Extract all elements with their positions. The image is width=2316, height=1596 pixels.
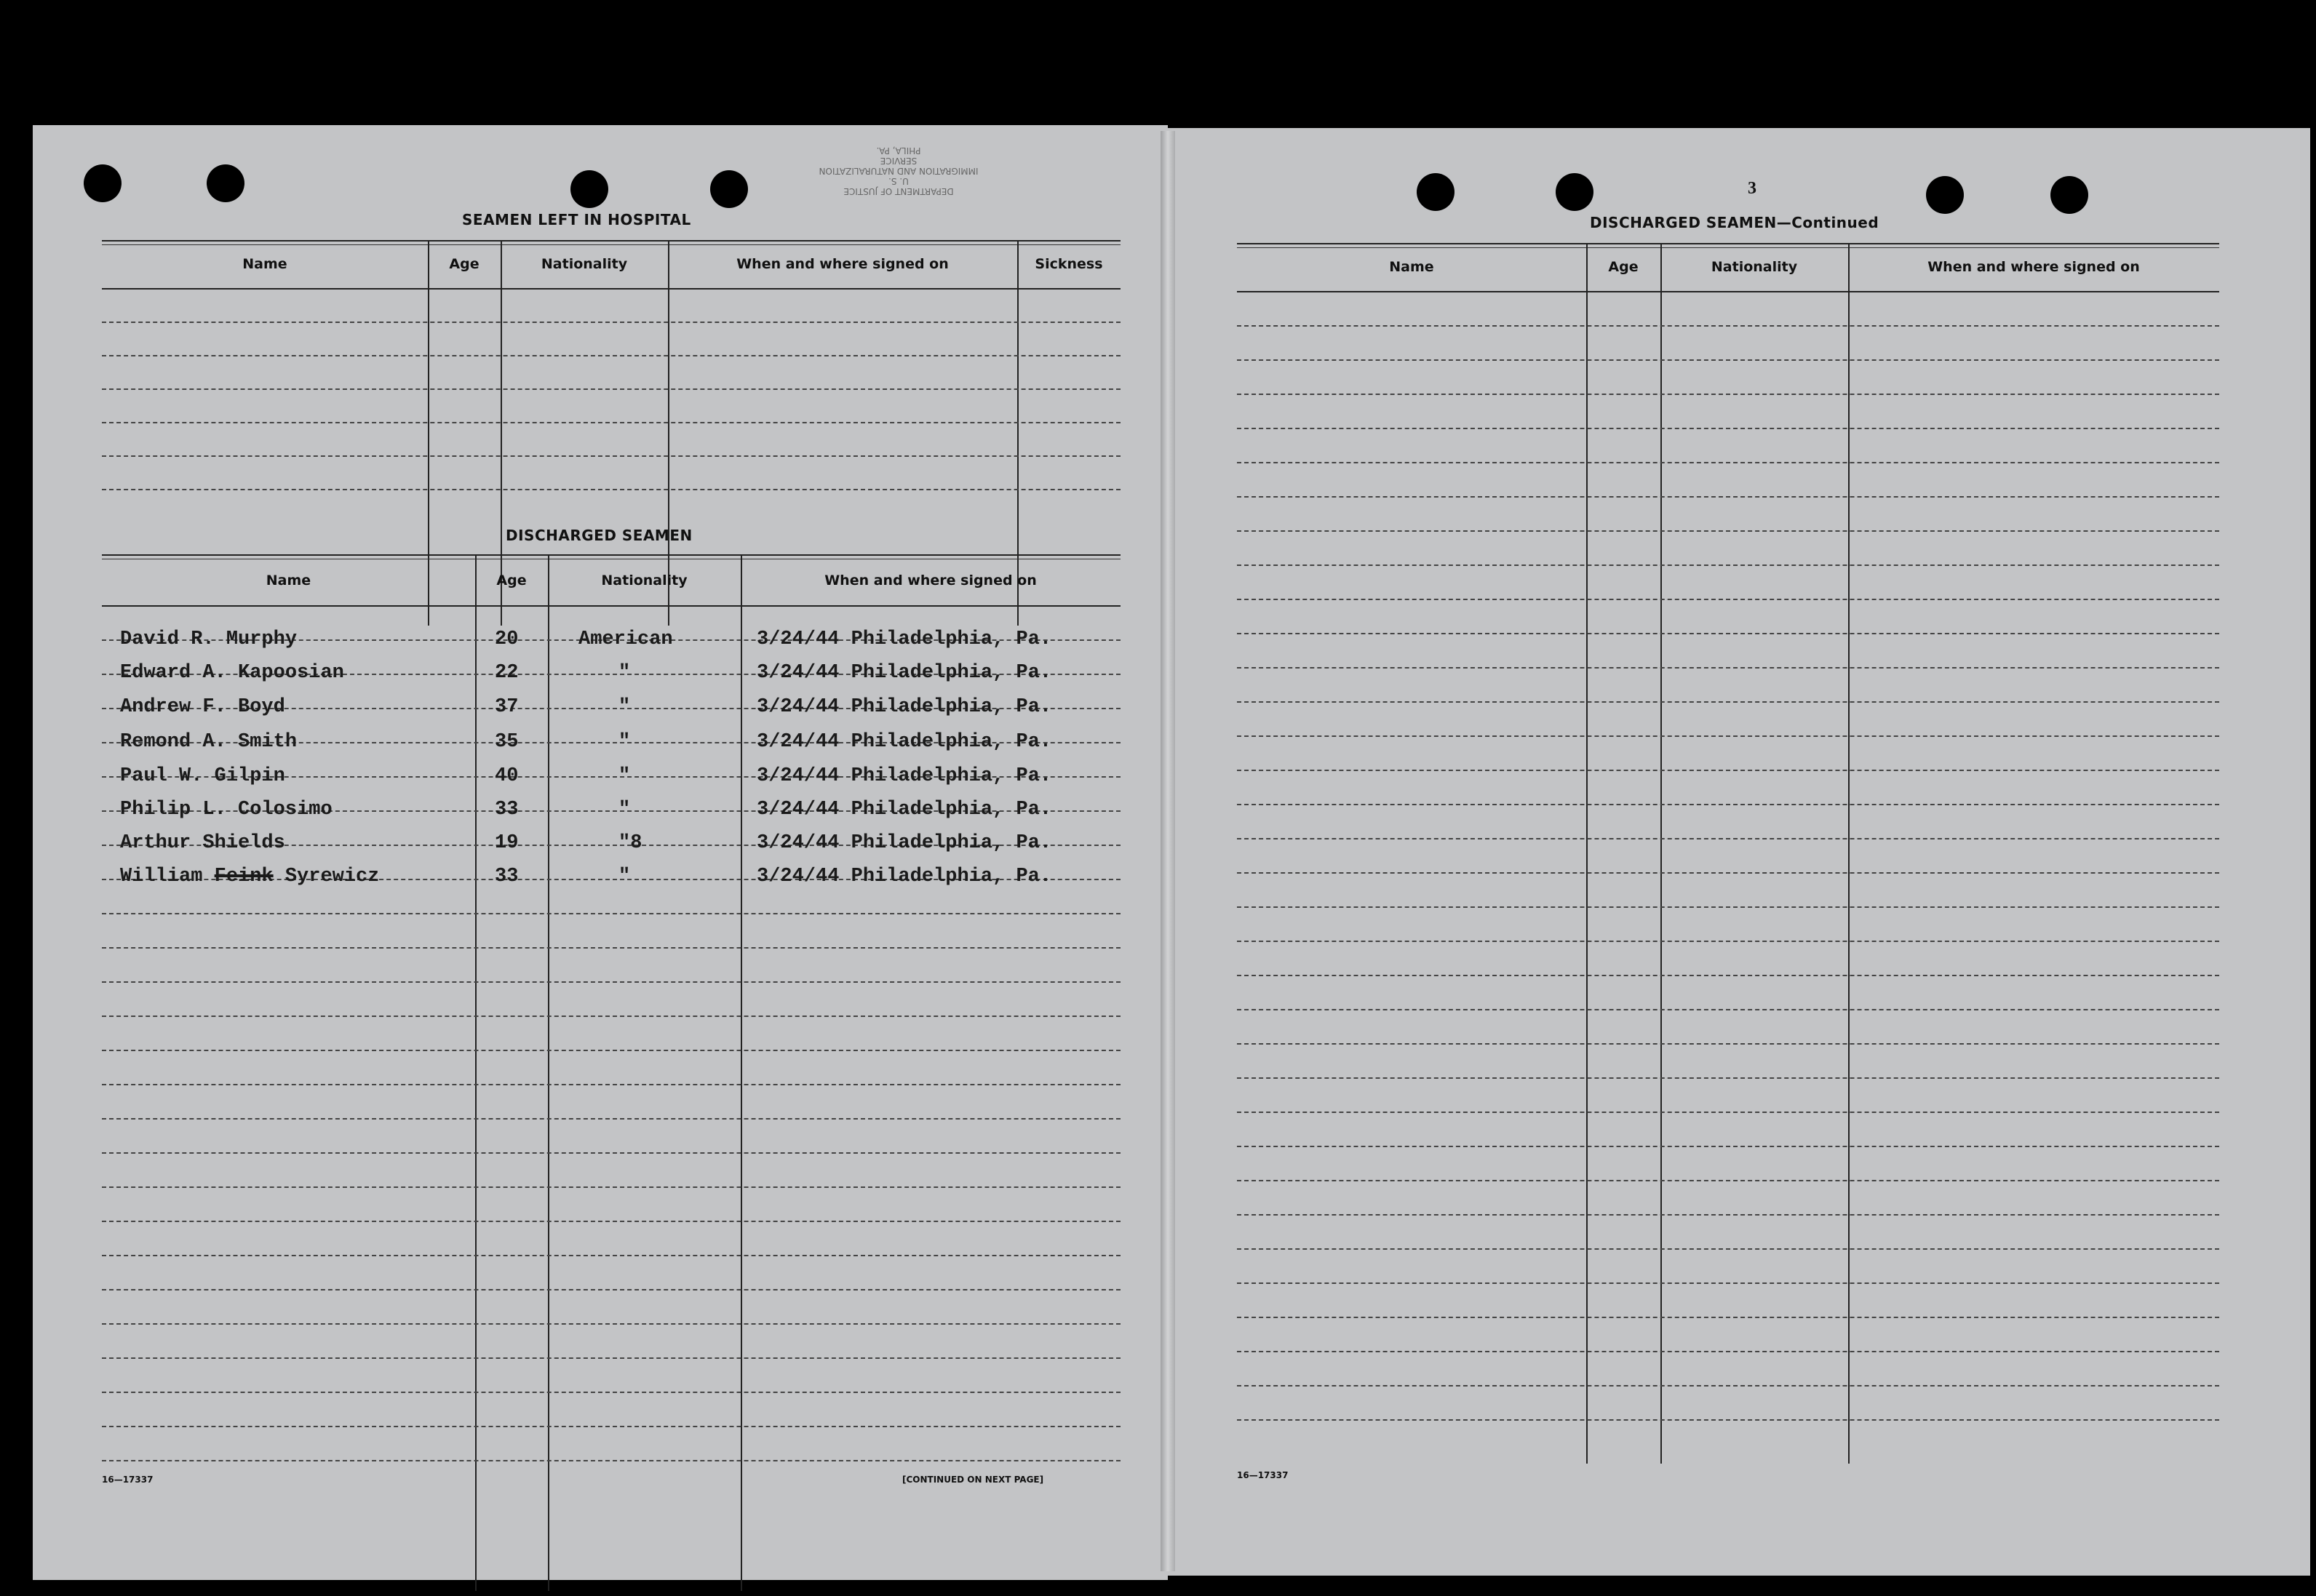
punch-hole xyxy=(1926,176,1964,214)
column-divider xyxy=(1660,243,1662,1464)
punch-hole xyxy=(207,164,244,202)
hospital-section-title: SEAMEN LEFT IN HOSPITAL xyxy=(462,211,691,228)
name-last: Syrewicz xyxy=(284,866,380,887)
seaman-nationality: " xyxy=(618,696,631,718)
seaman-age: 33 xyxy=(495,799,519,821)
seaman-age: 22 xyxy=(495,662,519,684)
row-rule xyxy=(102,1357,1121,1359)
row-rule xyxy=(102,388,1121,390)
row-rule xyxy=(1237,1043,2219,1045)
punch-hole xyxy=(2050,176,2088,214)
seaman-nationality: " xyxy=(618,662,631,684)
name-first: William xyxy=(120,866,203,887)
seaman-signed-on: 3/24/44 Philadelphia, Pa. xyxy=(757,799,1052,821)
seaman-signed-on: 3/24/44 Philadelphia, Pa. xyxy=(757,866,1052,887)
discharged-section-title: DISCHARGED SEAMEN xyxy=(506,527,693,544)
col-header-signed-on: When and where signed on xyxy=(1927,259,2140,275)
immigration-stamp xyxy=(782,145,1015,196)
row-rule xyxy=(102,947,1121,949)
row-rule xyxy=(1237,838,2219,839)
seaman-nationality: "8 xyxy=(618,832,642,854)
seaman-age: 35 xyxy=(495,731,519,753)
punch-hole xyxy=(570,170,608,208)
stamp-line: SERVICE xyxy=(880,156,918,166)
col-header-nationality: Nationality xyxy=(601,572,688,588)
row-rule xyxy=(1237,770,2219,771)
row-rule xyxy=(1237,1419,2219,1421)
row-rule xyxy=(102,1118,1121,1120)
row-rule xyxy=(102,489,1121,490)
seaman-name: David R. Murphy xyxy=(120,629,298,650)
continued-note: [CONTINUED ON NEXT PAGE] xyxy=(902,1475,1044,1485)
row-rule xyxy=(1237,564,2219,566)
seaman-signed-on: 3/24/44 Philadelphia, Pa. xyxy=(757,696,1052,718)
row-rule xyxy=(102,355,1121,356)
discharged-table xyxy=(102,554,1121,1591)
row-rule xyxy=(1237,1009,2219,1010)
seaman-age: 20 xyxy=(495,629,519,650)
row-rule xyxy=(1237,599,2219,600)
seaman-nationality: " xyxy=(618,799,631,821)
row-rule xyxy=(1237,1146,2219,1147)
row-rule xyxy=(1237,1214,2219,1216)
row-rule xyxy=(102,1323,1121,1325)
seaman-name: Edward A. Kapoosian xyxy=(120,662,344,684)
column-divider xyxy=(741,554,742,1591)
row-rule xyxy=(102,1392,1121,1393)
seaman-name: Philip L. Colosimo xyxy=(120,799,333,821)
column-divider xyxy=(475,554,477,1591)
col-header-sickness: Sickness xyxy=(1035,256,1103,272)
row-rule xyxy=(1237,394,2219,395)
col-header-age: Age xyxy=(496,572,527,588)
row-rule xyxy=(102,322,1121,323)
header-bottom-rule xyxy=(102,288,1121,290)
row-rule xyxy=(1237,359,2219,361)
row-rule xyxy=(102,1460,1121,1461)
row-rule xyxy=(1237,906,2219,908)
column-divider xyxy=(1586,243,1588,1464)
row-rule xyxy=(1237,462,2219,463)
row-rule xyxy=(102,455,1121,457)
seaman-signed-on: 3/24/44 Philadelphia, Pa. xyxy=(757,832,1052,854)
row-rule xyxy=(102,1152,1121,1154)
col-header-signed-on: When and where signed on xyxy=(736,256,949,272)
row-rule xyxy=(102,1255,1121,1256)
row-rule xyxy=(102,1050,1121,1051)
row-rule xyxy=(1237,1248,2219,1250)
right-page xyxy=(1168,128,2310,1576)
seaman-nationality: American xyxy=(578,629,673,650)
col-header-name: Name xyxy=(242,256,287,272)
row-rule xyxy=(1237,428,2219,429)
seaman-nationality: " xyxy=(618,866,631,887)
stamp-line: DEPARTMENT OF JUSTICE xyxy=(843,186,954,196)
row-rule xyxy=(102,1016,1121,1017)
column-divider xyxy=(548,554,549,1591)
row-rule xyxy=(1237,735,2219,737)
header-bottom-rule xyxy=(102,605,1121,607)
stamp-line: U. S. xyxy=(888,176,909,186)
row-rule xyxy=(1237,1112,2219,1113)
row-rule xyxy=(1237,1385,2219,1386)
table-top-rule xyxy=(102,554,1121,556)
seaman-name: Remond A. Smith xyxy=(120,731,298,753)
header-bottom-rule xyxy=(1237,291,2219,292)
name-struck-out: Feink xyxy=(214,866,274,887)
row-rule xyxy=(102,1186,1121,1188)
page-fold xyxy=(1161,131,1175,1571)
row-rule xyxy=(1237,496,2219,498)
col-header-name: Name xyxy=(1389,259,1434,275)
row-rule xyxy=(1237,701,2219,703)
col-header-age: Age xyxy=(1608,259,1639,275)
seaman-signed-on: 3/24/44 Philadelphia, Pa. xyxy=(757,662,1052,684)
seaman-age: 19 xyxy=(495,832,519,854)
table-top-rule xyxy=(1237,247,2219,248)
row-rule xyxy=(1237,325,2219,327)
stamp-line: PHILA, PA. xyxy=(876,145,921,156)
col-header-signed-on: When and where signed on xyxy=(824,572,1037,588)
page-number: 3 xyxy=(1748,179,1756,198)
row-rule xyxy=(1237,1282,2219,1284)
table-top-rule xyxy=(1237,243,2219,244)
row-rule xyxy=(1237,975,2219,976)
column-divider xyxy=(1848,243,1850,1464)
col-header-nationality: Nationality xyxy=(541,256,628,272)
punch-hole xyxy=(1417,173,1455,211)
discharged-continued-title: DISCHARGED SEAMEN—Continued xyxy=(1590,214,1879,231)
seaman-name: Arthur Shields xyxy=(120,832,285,854)
table-top-rule xyxy=(102,244,1121,245)
seaman-nationality: " xyxy=(618,765,631,787)
stamp-line: IMMIGRATION AND NATURALIZATION xyxy=(819,166,979,176)
row-rule xyxy=(102,1221,1121,1222)
row-rule xyxy=(1237,872,2219,874)
seaman-age: 37 xyxy=(495,696,519,718)
row-rule xyxy=(102,1426,1121,1427)
row-rule xyxy=(1237,667,2219,669)
punch-hole xyxy=(84,164,122,202)
seaman-signed-on: 3/24/44 Philadelphia, Pa. xyxy=(757,731,1052,753)
row-rule xyxy=(1237,1317,2219,1318)
seaman-signed-on: 3/24/44 Philadelphia, Pa. xyxy=(757,629,1052,650)
col-header-age: Age xyxy=(449,256,479,272)
row-rule xyxy=(1237,633,2219,634)
row-rule xyxy=(1237,530,2219,532)
row-rule xyxy=(102,1084,1121,1085)
row-rule xyxy=(102,1289,1121,1290)
left-page xyxy=(33,125,1168,1580)
row-rule xyxy=(102,422,1121,423)
seaman-name: Paul W. Gilpin xyxy=(120,765,285,787)
seaman-age: 40 xyxy=(495,765,519,787)
form-number: 16—17337 xyxy=(1237,1470,1289,1480)
row-rule xyxy=(1237,941,2219,942)
seaman-name xyxy=(120,866,379,887)
row-rule xyxy=(1237,1351,2219,1352)
discharged-continued-table xyxy=(1237,243,2219,1464)
seaman-name: Andrew F. Boyd xyxy=(120,696,285,718)
seaman-signed-on: 3/24/44 Philadelphia, Pa. xyxy=(757,765,1052,787)
col-header-name: Name xyxy=(266,572,311,588)
row-rule xyxy=(102,981,1121,983)
row-rule xyxy=(102,913,1121,914)
form-number: 16—17337 xyxy=(102,1475,154,1485)
row-rule xyxy=(1237,1180,2219,1181)
punch-hole xyxy=(710,170,748,208)
row-rule xyxy=(1237,804,2219,805)
seaman-age: 33 xyxy=(495,866,519,887)
col-header-nationality: Nationality xyxy=(1711,259,1798,275)
row-rule xyxy=(1237,1077,2219,1079)
table-top-rule xyxy=(102,240,1121,242)
punch-hole xyxy=(1556,173,1593,211)
seaman-nationality: " xyxy=(618,731,631,753)
